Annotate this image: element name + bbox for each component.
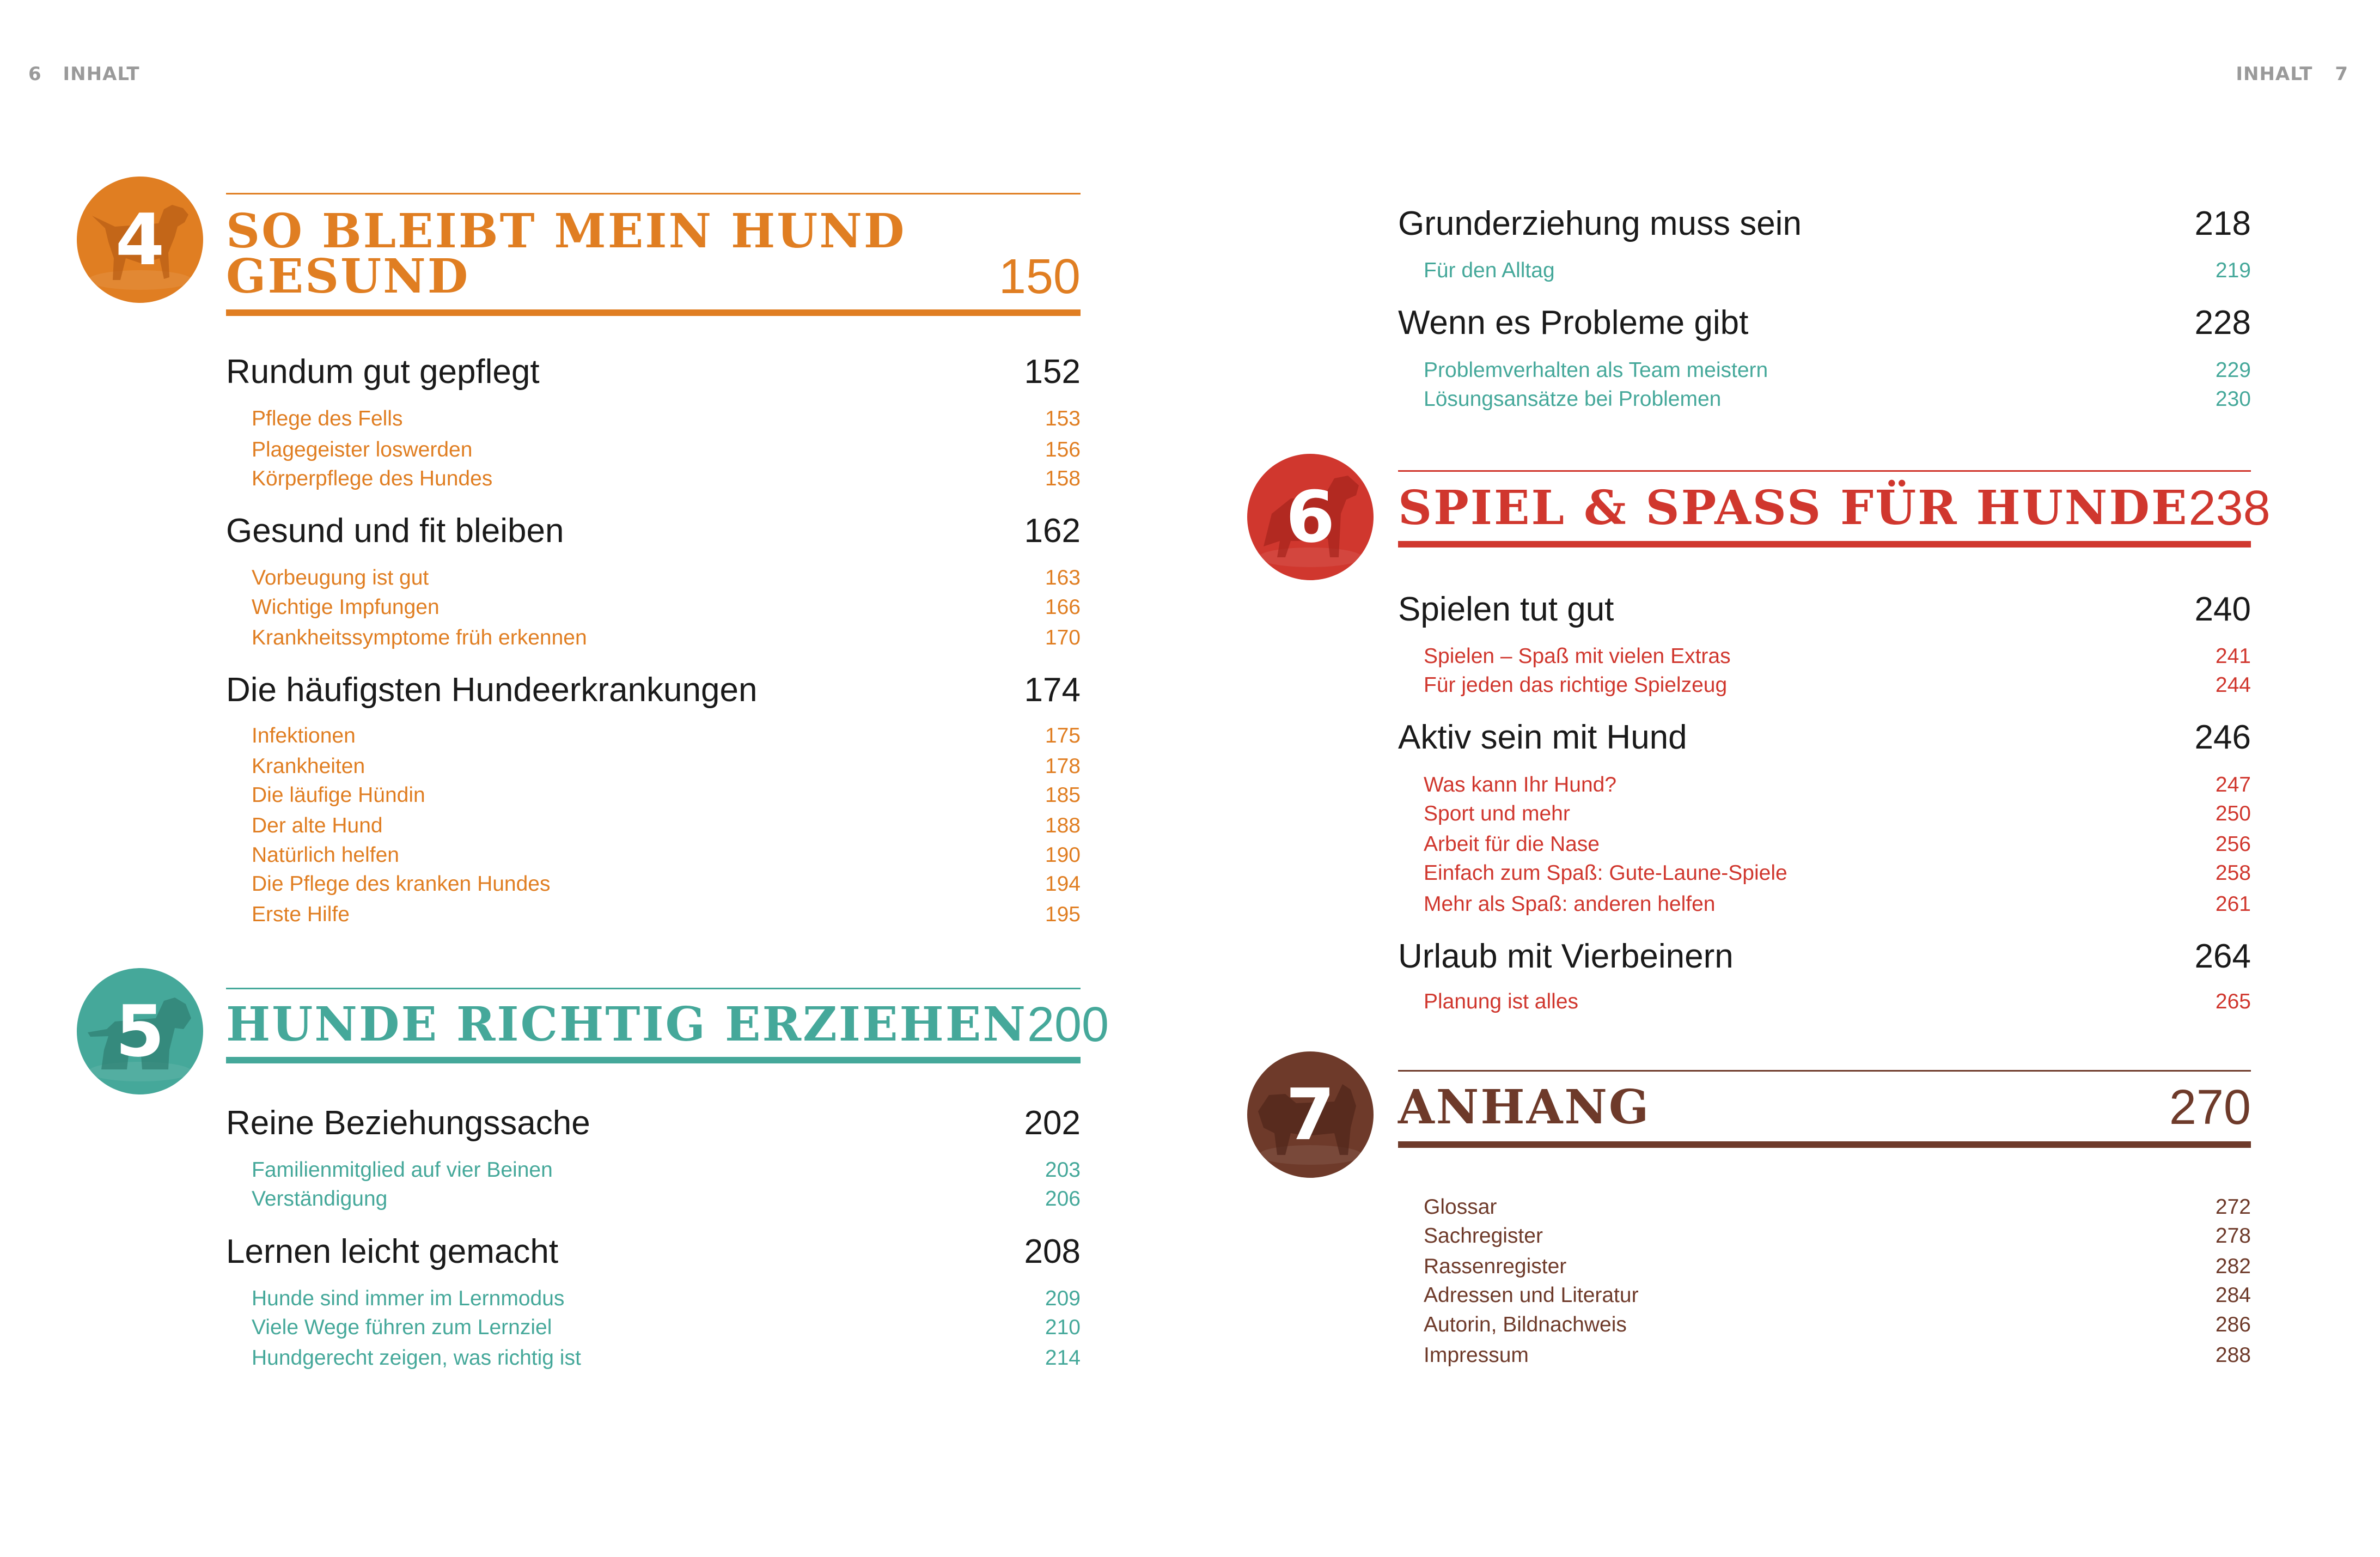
running-head-label: INHALT <box>2236 63 2313 85</box>
section-title: Die häufigsten Hundeerkrankungen <box>226 671 758 709</box>
subsection-title: Sport und mehr <box>1424 802 1570 825</box>
subsection-page: 166 <box>1045 595 1081 619</box>
subsection-title: Viele Wege führen zum Lernziel <box>252 1316 552 1339</box>
subsection-page: 188 <box>1045 814 1081 837</box>
chapter-title-row <box>226 997 1109 1052</box>
subsection-title: Für den Alltag <box>1424 259 1555 282</box>
item-title: Sachregister <box>1424 1224 1543 1248</box>
subsection-title: Was kann Ihr Hund? <box>1424 773 1617 796</box>
subsection-title: Lösungsansätze bei Problemen <box>1424 387 1722 411</box>
toc-appendix-item[interactable] <box>1398 1195 2251 1219</box>
item-page: 282 <box>2215 1255 2251 1278</box>
item-title: Autorin, Bildnachweis <box>1424 1313 1627 1336</box>
subsection-page: 230 <box>2215 387 2251 411</box>
subsection-title: Die läufige Hündin <box>252 783 425 807</box>
toc-section[interactable] <box>226 1232 1081 1270</box>
section-title: Grunderziehung muss sein <box>1398 204 1802 242</box>
subsection-page: 190 <box>1045 843 1081 867</box>
subsection-page: 153 <box>1045 407 1081 430</box>
chapter-number: 4 <box>115 198 165 281</box>
subsection-title: Natürlich helfen <box>252 843 399 867</box>
chapter-page[interactable]: 270 <box>2169 1080 2251 1135</box>
subsection-page: 256 <box>2215 832 2251 856</box>
chapter-title: HUNDE RICHTIG ERZIEHEN <box>226 997 1027 1052</box>
subsection-title: Krankheitssymptome früh erkennen <box>252 626 587 649</box>
toc-appendix-item[interactable] <box>1398 1224 2251 1248</box>
toc-subsection[interactable] <box>226 1287 1081 1311</box>
subsection-page: 247 <box>2215 773 2251 796</box>
subsection-title: Problemverhalten als Team meistern <box>1424 358 1768 382</box>
subsection-page: 175 <box>1045 724 1081 747</box>
chapter-page[interactable]: 200 <box>1027 998 1109 1052</box>
subsection-page: 178 <box>1045 755 1081 778</box>
chapter-title-line1: SO BLEIBT MEIN HUND <box>226 204 906 259</box>
subsection-page: 156 <box>1045 438 1081 461</box>
subsection-title: Infektionen <box>252 724 356 747</box>
subsection-title: Einfach zum Spaß: Gute-Laune-Spiele <box>1424 861 1787 885</box>
section-page: 152 <box>1024 352 1081 391</box>
subsection-page: 158 <box>1045 467 1081 490</box>
toc-appendix-item[interactable] <box>1398 1284 2251 1307</box>
subsection-title: Pflege des Fells <box>252 407 403 430</box>
section-title: Gesund und fit bleiben <box>226 512 564 550</box>
chapter-title: ANHANG <box>1398 1080 1651 1135</box>
subsection-page: 194 <box>1045 872 1081 896</box>
subsection-title: Verständigung <box>252 1187 388 1211</box>
subsection-page: 261 <box>2215 892 2251 916</box>
chapter-number: 6 <box>1285 476 1335 558</box>
item-title: Adressen und Literatur <box>1424 1284 1639 1307</box>
section-title: Spielen tut gut <box>1398 590 1614 628</box>
subsection-title: Körperpflege des Hundes <box>252 467 493 490</box>
subsection-page: 250 <box>2215 802 2251 825</box>
section-title: Aktiv sein mit Hund <box>1398 718 1687 756</box>
chapter-5 <box>226 0 1109 1416</box>
toc-section[interactable] <box>226 1104 1081 1142</box>
subsection-page: 241 <box>2215 644 2251 668</box>
subsection-title: Spielen – Spaß mit vielen Extras <box>1424 644 1731 668</box>
running-head-right <box>2236 63 2348 85</box>
toc-subsection[interactable] <box>226 1158 1081 1182</box>
chapter-5-badge <box>77 968 203 1094</box>
section-page: 162 <box>1024 512 1081 550</box>
chapter-title-row <box>1398 1080 2251 1135</box>
chapter-title: SPIEL & SPASS FÜR HUNDE <box>1398 481 2189 536</box>
subsection-title: Erste Hilfe <box>252 903 350 926</box>
subsection-page: 244 <box>2215 673 2251 697</box>
section-page: 240 <box>2194 590 2251 628</box>
section-page: 174 <box>1024 671 1081 709</box>
subsection-page: 210 <box>1045 1316 1081 1339</box>
toc-appendix-item[interactable] <box>1398 1255 2251 1279</box>
toc-appendix-item[interactable] <box>1398 1313 2251 1337</box>
subsection-page: 219 <box>2215 259 2251 282</box>
subsection-title: Für jeden das richtige Spielzeug <box>1424 673 1728 697</box>
toc-subsection[interactable] <box>226 1316 1081 1340</box>
subsection-page: 209 <box>1045 1287 1081 1310</box>
subsection-page: 214 <box>1045 1346 1081 1370</box>
item-page: 272 <box>2215 1195 2251 1219</box>
chapter-6-badge <box>1247 454 1374 580</box>
item-title: Impressum <box>1424 1343 1529 1367</box>
chapter-rule-thick <box>1398 1141 2251 1148</box>
section-title: Urlaub mit Vierbeinern <box>1398 937 1734 975</box>
subsection-page: 258 <box>2215 861 2251 885</box>
subsection-title: Hunde sind immer im Lernmodus <box>252 1287 565 1310</box>
item-page: 286 <box>2215 1313 2251 1336</box>
subsection-page: 170 <box>1045 626 1081 649</box>
chapter-number: 5 <box>115 990 165 1073</box>
subsection-title: Der alte Hund <box>252 814 383 837</box>
toc-subsection[interactable] <box>226 1346 1081 1370</box>
chapter-number: 7 <box>1285 1073 1335 1156</box>
subsection-title: Krankheiten <box>252 755 365 778</box>
page-number: 7 <box>2335 63 2348 85</box>
item-page: 278 <box>2215 1224 2251 1248</box>
section-page: 202 <box>1024 1104 1081 1142</box>
item-page: 284 <box>2215 1284 2251 1307</box>
subsection-title: Hundgerecht zeigen, was richtig ist <box>252 1346 581 1370</box>
subsection-title: Familienmitglied auf vier Beinen <box>252 1158 553 1182</box>
chapter-4-badge <box>77 177 203 303</box>
subsection-title: Die Pflege des kranken Hundes <box>252 872 551 896</box>
chapter-rule-thick <box>226 1057 1081 1063</box>
subsection-title: Plagegeister loswerden <box>252 438 473 461</box>
toc-appendix-item[interactable] <box>1398 1343 2251 1367</box>
chapter-title-line2: GESUND <box>226 249 470 304</box>
running-head-left <box>28 63 140 85</box>
subsection-title: Planung ist alles <box>1424 990 1579 1013</box>
subsection-title: Mehr als Spaß: anderen helfen <box>1424 892 1716 916</box>
subsection-page: 163 <box>1045 566 1081 589</box>
chapter-page[interactable]: 150 <box>998 250 1081 304</box>
subsection-page: 203 <box>1045 1158 1081 1182</box>
subsection-title: Wichtige Impfungen <box>252 595 440 619</box>
subsection-title: Arbeit für die Nase <box>1424 832 1600 856</box>
subsection-page: 206 <box>1045 1187 1081 1211</box>
section-title: Reine Beziehungssache <box>226 1104 590 1142</box>
subsection-page: 265 <box>2215 990 2251 1013</box>
section-page: 218 <box>2194 204 2251 242</box>
chapter-7-badge <box>1247 1051 1374 1178</box>
running-head-label: INHALT <box>63 63 140 85</box>
subsection-page: 185 <box>1045 783 1081 807</box>
chapter-rule-thin <box>1398 1070 2251 1072</box>
chapter-7 <box>1398 0 2251 1416</box>
subsection-title: Vorbeugung ist gut <box>252 566 429 589</box>
section-page: 208 <box>1024 1232 1081 1270</box>
section-page: 246 <box>2194 718 2251 756</box>
toc-subsection[interactable] <box>226 1187 1081 1211</box>
item-title: Rassenregister <box>1424 1255 1567 1278</box>
item-page: 288 <box>2215 1343 2251 1367</box>
section-title: Wenn es Probleme gibt <box>1398 303 1749 342</box>
item-title: Glossar <box>1424 1195 1497 1219</box>
page-number: 6 <box>28 63 42 85</box>
section-page: 228 <box>2194 303 2251 342</box>
section-title: Rundum gut gepflegt <box>226 352 540 391</box>
chapter-page[interactable]: 238 <box>2188 481 2271 536</box>
section-title: Lernen leicht gemacht <box>226 1232 559 1270</box>
section-page: 264 <box>2194 937 2251 975</box>
subsection-page: 229 <box>2215 358 2251 382</box>
chapter-rule-thin <box>226 988 1081 989</box>
subsection-page: 195 <box>1045 903 1081 926</box>
